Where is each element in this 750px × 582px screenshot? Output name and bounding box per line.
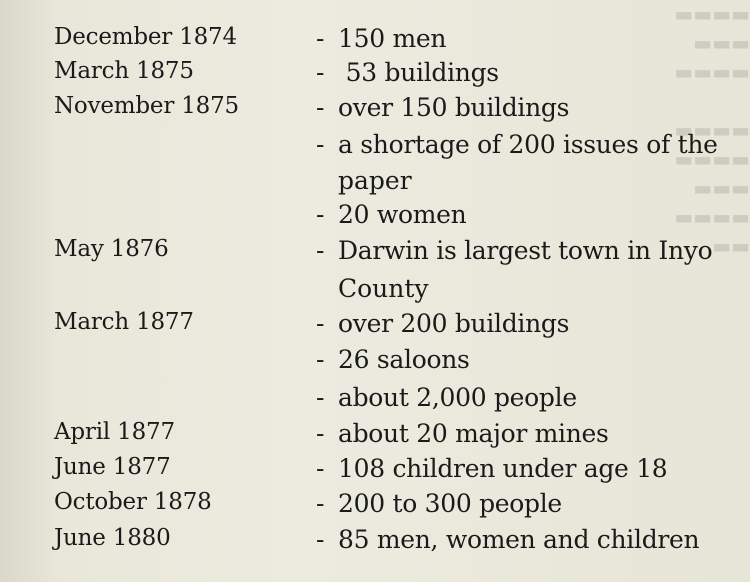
- timeline-text: 53 buildings: [338, 58, 499, 87]
- timeline-text: 20 women: [338, 200, 467, 229]
- timeline-text: 108 children under age 18: [338, 454, 668, 483]
- timeline-row: [0, 452, 750, 488]
- timeline-dash: -: [316, 419, 325, 448]
- timeline-text: County: [338, 274, 429, 303]
- timeline-dash: -: [316, 24, 325, 53]
- timeline-date: May 1876: [54, 236, 169, 262]
- timeline-text: about 20 major mines: [338, 419, 609, 448]
- timeline-text: 200 to 300 people: [338, 489, 562, 518]
- timeline-row: [0, 417, 750, 453]
- timeline-dash: -: [316, 200, 325, 229]
- timeline-dash: -: [316, 58, 325, 87]
- timeline-text: over 200 buildings: [338, 309, 570, 338]
- timeline-dash: -: [316, 489, 325, 518]
- timeline-dash: -: [316, 309, 325, 338]
- timeline-row: [0, 56, 750, 92]
- show-through-texture: ▬▬▬▬ ▬▬▬ ▬▬▬▬ ▬▬▬▬ ▬▬▬▬ ▬▬▬ ▬▬▬▬ ▬▬: [674, 2, 750, 258]
- timeline-row-continuation: [0, 272, 750, 308]
- timeline-row: [0, 198, 750, 234]
- timeline-row: [0, 234, 750, 270]
- timeline-dash: -: [316, 383, 325, 412]
- timeline-text: 85 men, women and children: [338, 525, 700, 554]
- timeline-row: [0, 128, 750, 164]
- timeline-date: June 1880: [54, 525, 171, 551]
- timeline-row: [0, 487, 750, 523]
- timeline-text: over 150 buildings: [338, 93, 570, 122]
- timeline-date: March 1877: [54, 309, 194, 335]
- timeline-date: April 1877: [54, 419, 175, 445]
- timeline-text: 150 men: [338, 24, 447, 53]
- timeline-dash: -: [316, 130, 325, 159]
- timeline-dash: -: [316, 525, 325, 554]
- timeline-row: [0, 307, 750, 343]
- timeline-dash: -: [316, 345, 325, 374]
- timeline-row: [0, 381, 750, 417]
- timeline-date: October 1878: [54, 489, 212, 515]
- timeline-text: a shortage of 200 issues of the: [338, 130, 718, 159]
- timeline-text: Darwin is largest town in Inyo: [338, 236, 713, 265]
- timeline-row: [0, 22, 750, 58]
- timeline-date: June 1877: [54, 454, 171, 480]
- timeline-date: December 1874: [54, 24, 237, 50]
- timeline-text: 26 saloons: [338, 345, 470, 374]
- timeline-row: [0, 523, 750, 559]
- timeline-row: [0, 91, 750, 127]
- timeline-dash: -: [316, 236, 325, 265]
- timeline-date: November 1875: [54, 93, 239, 119]
- timeline-text: about 2,000 people: [338, 383, 577, 412]
- timeline-row: [0, 343, 750, 379]
- timeline-row-continuation: [0, 164, 750, 200]
- timeline-dash: -: [316, 454, 325, 483]
- timeline-date: March 1875: [54, 58, 194, 84]
- timeline-dash: -: [316, 93, 325, 122]
- timeline-text: paper: [338, 166, 412, 195]
